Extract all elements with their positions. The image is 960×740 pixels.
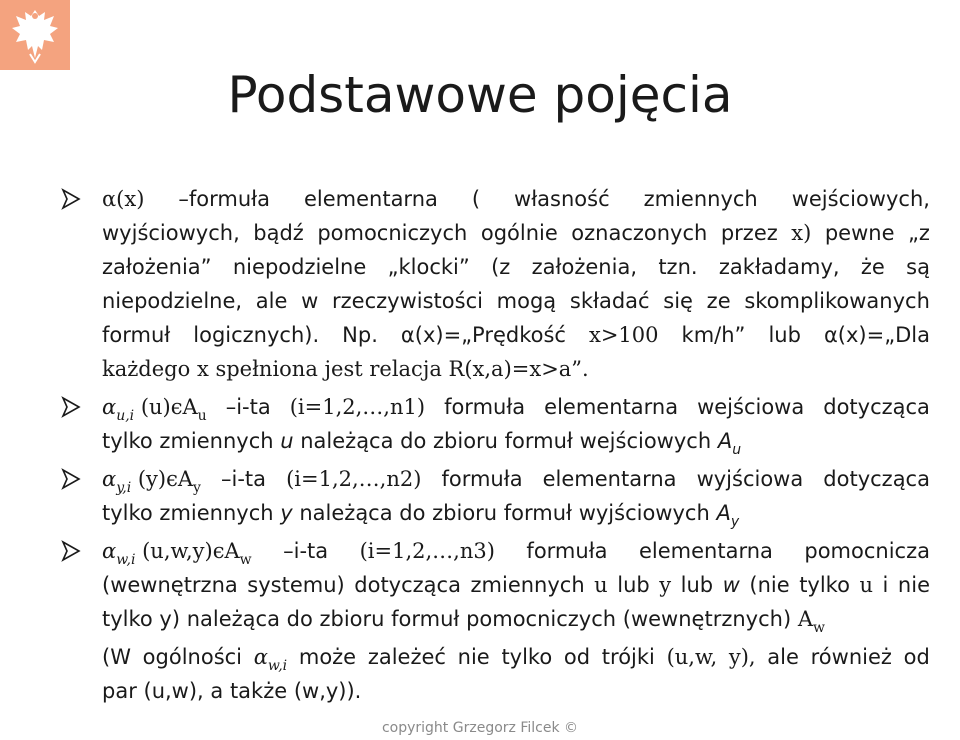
word: wyjściowa	[696, 467, 804, 491]
word: lub	[768, 323, 801, 347]
element-of-sign: ϵ	[166, 467, 178, 491]
arrow-bullet-icon	[60, 396, 82, 418]
copyright-text: copyright Grzegorz Filcek ©	[381, 720, 579, 736]
text-line	[102, 602, 930, 636]
text-line	[102, 534, 930, 568]
list-item	[60, 534, 930, 636]
word: wejściowa	[697, 395, 805, 419]
element-of-sign: ϵ	[170, 395, 183, 419]
set-subscript: u	[732, 442, 742, 458]
word: lub	[617, 573, 650, 597]
word: i	[882, 573, 889, 597]
word: u	[859, 573, 874, 597]
word: założenia”	[102, 255, 212, 279]
page-title: Podstawowe pojęcia	[227, 66, 733, 124]
list-item	[60, 182, 930, 386]
word: każdego x spełniona jest relacja R(x,a)=x>a”.	[102, 357, 589, 381]
word: (wewnętrzna	[102, 573, 238, 597]
word: u	[594, 573, 608, 597]
text-line	[102, 496, 930, 530]
note-paragraph	[60, 640, 930, 708]
word: również	[810, 645, 892, 669]
formula-head	[102, 534, 252, 568]
logo	[0, 0, 70, 70]
word: pomocniczych	[317, 221, 468, 245]
formula-subscript: w,i	[267, 658, 288, 674]
word: formuł	[102, 323, 171, 347]
formula-subscript: w,i	[116, 552, 136, 568]
index-label: –i-ta	[283, 539, 329, 563]
index-range: (i=1,2,…,n1)	[289, 395, 426, 419]
text-line	[102, 182, 930, 216]
formula-subscript: y,i	[116, 480, 132, 496]
word: ogólności	[142, 645, 243, 669]
index-range: (i=1,2,…,n2)	[286, 467, 422, 491]
word: mogą	[496, 289, 557, 313]
formula-args: (y)	[131, 467, 167, 491]
element-of-sign: ϵ	[212, 539, 225, 563]
word: rzeczywistości	[332, 289, 483, 313]
word: systemu)	[247, 573, 345, 597]
set-subscript: w	[812, 620, 825, 636]
set-subscript: w	[239, 552, 252, 568]
word: bądź	[253, 221, 304, 245]
variable-name: y	[280, 501, 293, 525]
word: elementarna	[639, 539, 773, 563]
text-line	[102, 390, 930, 424]
text-line	[102, 640, 930, 674]
word: oznaczonych	[571, 221, 708, 245]
word: zmiennych	[470, 573, 585, 597]
word: ale	[767, 645, 799, 669]
word: niepodzielne	[232, 255, 367, 279]
word: skomplikowanych	[744, 289, 930, 313]
word: (	[471, 187, 481, 211]
line-text: tylko zmiennych y należąca do zbioru formuł wyjściowych $A_y$	[102, 501, 740, 530]
word: elementarna	[542, 467, 677, 491]
word: (W	[102, 645, 131, 669]
line-text: tylko y) należąca do zbioru formuł pomocniczych (wewnętrznych) $A_w$	[102, 607, 825, 636]
word: zmiennych	[643, 187, 758, 211]
word: pewne	[824, 221, 895, 245]
word: km/h”	[681, 323, 746, 347]
word: Np.	[342, 323, 378, 347]
text-line	[102, 568, 930, 602]
set-symbol: $A_u$	[717, 429, 742, 458]
formula-args: (u,w,y)	[135, 539, 213, 563]
set-subscript: u	[197, 408, 207, 424]
word: w	[722, 573, 740, 597]
text-line	[102, 352, 930, 386]
word: dotycząca	[823, 395, 930, 419]
formula-symbol: $\alpha_{w,i}$	[102, 539, 136, 568]
set-symbol: $A_w$	[224, 539, 252, 568]
word: ze	[706, 289, 731, 313]
index-range: (i=1,2,…,n3)	[359, 539, 495, 563]
variable-name: u	[280, 429, 294, 453]
word: od	[903, 645, 930, 669]
text-line	[102, 250, 930, 284]
word: nie	[897, 573, 930, 597]
word: zależeć	[367, 645, 446, 669]
word: zakładamy,	[718, 255, 840, 279]
word: „z	[907, 221, 930, 245]
set-symbol: $A_u$	[182, 395, 207, 424]
text-line	[102, 216, 930, 250]
text-line	[102, 284, 930, 318]
word: α(x)=„Dla	[823, 323, 930, 347]
word: „klocki”	[387, 255, 470, 279]
formula-symbol: $\alpha_{y,i}$	[102, 467, 132, 496]
formula-subscript: u,i	[116, 408, 135, 424]
formula-head	[102, 462, 201, 496]
word: (nie	[749, 573, 790, 597]
word: formuła	[444, 395, 526, 419]
line-text: tylko zmiennych u należąca do zbioru formuł wejściowych $A_u$	[102, 429, 742, 458]
word: –formuła	[178, 187, 270, 211]
set-subscript: y	[193, 480, 201, 496]
word: elementarna	[303, 187, 438, 211]
word: własność	[514, 187, 610, 211]
word: α(x)=„Prędkość	[400, 323, 566, 347]
text-line: par (u,w), a także (w,y)).	[102, 679, 362, 703]
word: tylko	[799, 573, 850, 597]
arrow-bullet-icon	[60, 188, 82, 210]
set-subscript: y	[730, 514, 740, 530]
word: (u,w,	[666, 645, 718, 669]
formula-args: (u)	[134, 395, 171, 419]
word: od	[563, 645, 591, 669]
word: wyjściowych,	[102, 221, 240, 245]
arrow-bullet-icon	[60, 540, 82, 562]
formula-head	[102, 390, 207, 424]
word: są	[906, 255, 930, 279]
list-item	[60, 462, 930, 530]
word: w	[301, 289, 319, 313]
formula-symbol: $\alpha_{w,i}$	[253, 645, 288, 674]
word: (z	[491, 255, 511, 279]
definition-list	[60, 182, 930, 708]
set-symbol: $A_y$	[177, 467, 201, 496]
word: składać	[569, 289, 650, 313]
word: dotycząca	[354, 573, 461, 597]
word: wejściowych,	[791, 187, 930, 211]
word: formuła	[441, 467, 523, 491]
text-line	[102, 462, 930, 496]
word: ogólnie	[480, 221, 558, 245]
word: nie	[457, 645, 490, 669]
word: że	[860, 255, 885, 279]
word: α(x)	[102, 187, 145, 211]
word: trójki	[601, 645, 655, 669]
word: tzn.	[658, 255, 698, 279]
word: elementarna	[544, 395, 679, 419]
word: dotycząca	[823, 467, 930, 491]
word: przez	[720, 221, 778, 245]
word: x)	[791, 221, 812, 245]
text-line	[102, 318, 930, 352]
index-label: –i-ta	[221, 467, 267, 491]
word: się	[663, 289, 693, 313]
word: y),	[728, 645, 756, 669]
word: niepodzielne,	[102, 289, 243, 313]
text-line	[102, 424, 930, 458]
arrow-bullet-icon	[60, 468, 82, 490]
word: pomocnicza	[804, 539, 930, 563]
word: formuła	[526, 539, 608, 563]
word: logicznych).	[193, 323, 320, 347]
eagle-crest-icon	[8, 6, 62, 64]
set-symbol: $A_w$	[797, 607, 825, 636]
word: może	[298, 645, 357, 669]
word: x>100	[588, 323, 659, 347]
word: założenia,	[531, 255, 637, 279]
list-item	[60, 390, 930, 458]
formula-symbol: $\alpha_{u,i}$	[102, 395, 135, 424]
word: y	[659, 573, 672, 597]
word: lub	[680, 573, 714, 597]
word: tylko	[501, 645, 553, 669]
set-symbol: $A_y$	[716, 501, 740, 530]
word: ale	[255, 289, 288, 313]
index-label: –i-ta	[225, 395, 271, 419]
